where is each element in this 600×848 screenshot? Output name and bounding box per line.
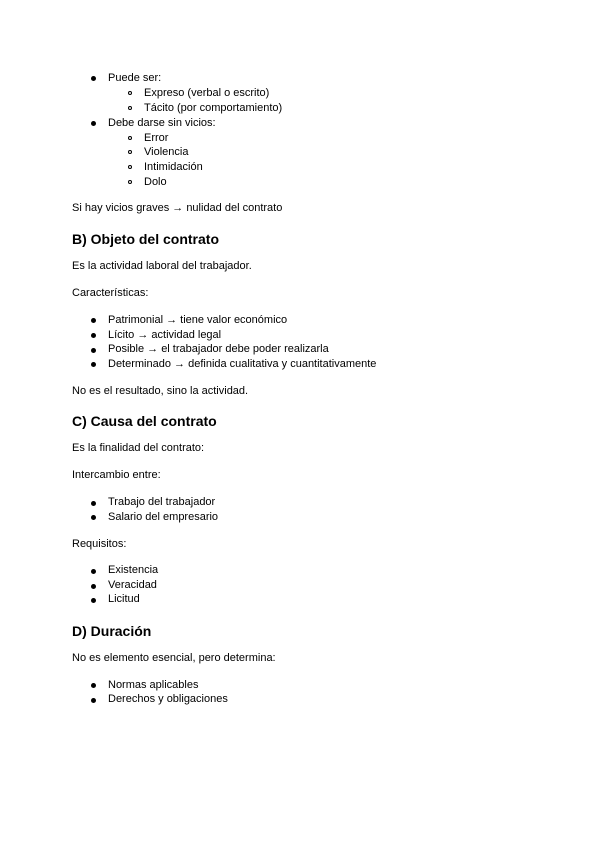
list-item: Posible → el trabajador debe poder realizarla [108, 343, 329, 355]
list-subitem: Expreso (verbal o escrito) [144, 87, 270, 99]
sub-bullet-icon [128, 180, 132, 184]
section-heading-d: D) Duración [72, 623, 152, 639]
paragraph: Es la finalidad del contrato: [72, 442, 205, 454]
sub-bullet-icon [128, 136, 132, 140]
list-item: Derechos y obligaciones [108, 693, 228, 705]
list-item: Existencia [108, 564, 159, 576]
list-subitem: Tácito (por comportamiento) [144, 102, 283, 114]
paragraph: No es el resultado, sino la actividad. [72, 385, 249, 397]
paragraph: Características: [72, 287, 149, 299]
bullet-icon [91, 698, 96, 703]
list-item: Licitud [108, 593, 140, 605]
list-item: Trabajo del trabajador [108, 496, 216, 508]
list-item: Puede ser: [108, 72, 162, 84]
list-item: Lícito → actividad legal [108, 329, 222, 341]
paragraph: Si hay vicios graves → nulidad del contrato [72, 202, 283, 214]
bullet-icon [91, 569, 96, 574]
bullet-icon [91, 501, 96, 506]
bullet-icon [91, 121, 96, 126]
bullet-icon [91, 362, 96, 367]
list-subitem: Dolo [144, 176, 167, 188]
bullet-icon [91, 584, 96, 589]
sub-bullet-icon [128, 165, 132, 169]
bullet-icon [91, 333, 96, 338]
section-heading-b: B) Objeto del contrato [72, 231, 219, 247]
bullet-icon [91, 598, 96, 603]
sub-bullet-icon [128, 91, 132, 95]
paragraph: Intercambio entre: [72, 469, 161, 481]
bullet-icon [91, 683, 96, 688]
list-item: Veracidad [108, 579, 157, 591]
list-item: Salario del empresario [108, 511, 219, 523]
list-item: Patrimonial → tiene valor económico [108, 314, 288, 326]
bullet-icon [91, 515, 96, 520]
paragraph: Es la actividad laboral del trabajador. [72, 260, 252, 272]
paragraph: Requisitos: [72, 538, 127, 550]
list-subitem: Error [144, 132, 169, 144]
list-subitem: Intimidación [144, 161, 203, 173]
section-heading-c: C) Causa del contrato [72, 413, 217, 429]
bullet-icon [91, 348, 96, 353]
bullet-icon [91, 76, 96, 81]
list-item: Determinado → definida cualitativa y cuantitativamente [108, 358, 377, 370]
list-item: Normas aplicables [108, 679, 199, 691]
sub-bullet-icon [128, 106, 132, 110]
list-item: Debe darse sin vicios: [108, 117, 216, 129]
list-subitem: Violencia [144, 146, 189, 158]
sub-bullet-icon [128, 150, 132, 154]
bullet-icon [91, 318, 96, 323]
paragraph: No es elemento esencial, pero determina: [72, 652, 276, 664]
